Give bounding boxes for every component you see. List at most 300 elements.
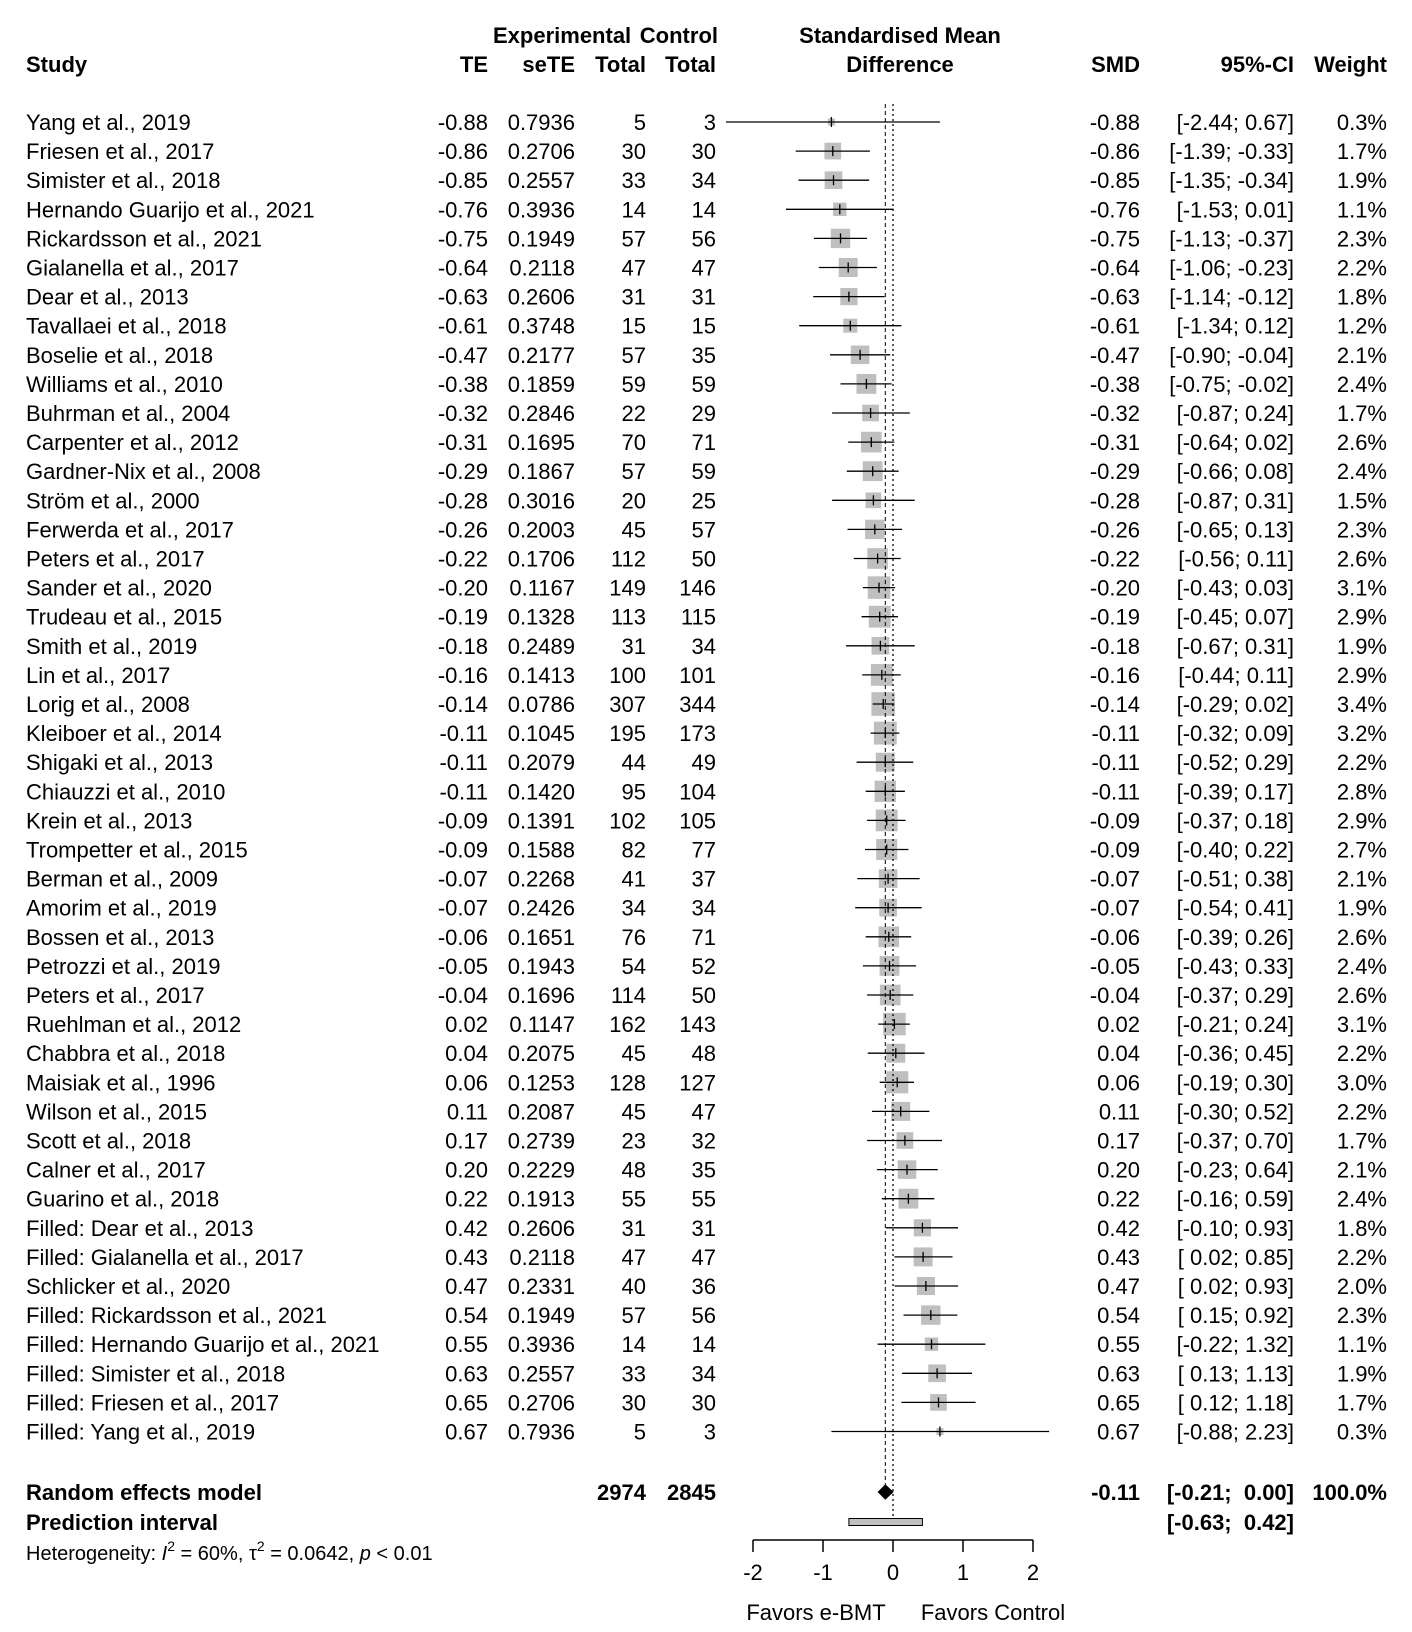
weight-value: 2.6% (1336, 924, 1387, 950)
sete-value: 0.1413 (507, 662, 575, 688)
ctrl-total-value: 29 (691, 401, 716, 426)
smd-value: 0.55 (1097, 1332, 1140, 1358)
sete-value: 0.0786 (507, 692, 575, 717)
ctrl-total-value: 52 (691, 953, 716, 979)
header-exp-total: Total (595, 52, 646, 77)
sete-value: 0.3936 (507, 1332, 575, 1358)
weight-value: 2.1% (1336, 342, 1387, 368)
ci-value: [-0.75; -0.02] (1169, 371, 1294, 397)
ci-value: [-0.52; 0.29] (1176, 750, 1294, 776)
study-name: Lorig et al., 2008 (26, 692, 190, 717)
te-value: 0.04 (445, 1041, 488, 1067)
te-value: 0.55 (445, 1332, 488, 1358)
smd-value: -0.26 (1089, 517, 1140, 543)
weight-value: 2.1% (1336, 1157, 1387, 1183)
te-value: -0.07 (437, 895, 488, 921)
exp-total-value: 54 (621, 953, 646, 979)
ci-value: [-0.39; 0.26] (1176, 924, 1294, 950)
study-name: Berman et al., 2009 (26, 866, 219, 892)
smd-value: -0.31 (1089, 430, 1140, 456)
smd-value: -0.85 (1089, 168, 1140, 194)
weight-value: 3.4% (1336, 692, 1387, 717)
exp-total-value: 149 (609, 575, 646, 601)
exp-total-value: 41 (621, 866, 646, 892)
weight-value: 2.9% (1336, 604, 1387, 630)
sete-value: 0.2003 (507, 517, 575, 543)
smd-value: -0.86 (1089, 139, 1140, 165)
smd-value: 0.11 (1098, 1099, 1140, 1125)
weight-value: 2.2% (1336, 1099, 1387, 1125)
header-study: Study (26, 52, 88, 77)
weight-value: 2.9% (1336, 662, 1387, 688)
sete-value: 0.1147 (509, 1012, 575, 1038)
ctrl-total-value: 14 (691, 1332, 716, 1358)
smd-value: 0.65 (1097, 1390, 1140, 1416)
ctrl-total-value: 31 (691, 284, 716, 310)
header-experimental: Experimental (493, 23, 632, 48)
summary-smd: -0.11 (1091, 1480, 1140, 1505)
ci-value: [-0.36; 0.45] (1176, 1041, 1294, 1067)
ci-value: [-0.22; 1.32] (1176, 1332, 1294, 1358)
p-symbol: p (359, 1543, 371, 1565)
ci-value: [-0.56; 0.11] (1178, 546, 1294, 572)
smd-value: -0.06 (1089, 924, 1140, 950)
te-value: 0.65 (445, 1390, 488, 1416)
te-value: -0.75 (437, 226, 488, 252)
ci-value: [-0.10; 0.93] (1176, 1215, 1294, 1241)
summary-exp-total: 2974 (597, 1480, 646, 1505)
weight-value: 2.4% (1336, 371, 1387, 397)
study-name: Rickardsson et al., 2021 (26, 226, 263, 252)
ci-value: [-0.37; 0.70] (1176, 1128, 1294, 1154)
ctrl-total-value: 77 (691, 837, 716, 863)
smd-value: -0.29 (1089, 459, 1140, 485)
study-name: Filled: Dear et al., 2013 (26, 1215, 254, 1241)
weight-value: 1.8% (1336, 284, 1387, 310)
ctrl-total-value: 34 (691, 895, 716, 921)
exp-total-value: 23 (621, 1128, 646, 1154)
smd-value: -0.61 (1089, 313, 1140, 339)
ci-value: [ 0.12; 1.18] (1177, 1390, 1294, 1416)
ci-value: [-0.30; 0.52] (1176, 1099, 1294, 1125)
weight-value: 2.3% (1336, 517, 1387, 543)
ci-value: [-1.06; -0.23] (1169, 255, 1294, 281)
ctrl-total-value: 56 (691, 1303, 716, 1329)
exp-total-value: 30 (621, 1390, 646, 1416)
weight-value: 2.2% (1336, 255, 1387, 281)
te-value: -0.28 (437, 488, 488, 514)
exp-total-value: 113 (610, 604, 646, 630)
te-value: -0.11 (439, 779, 488, 805)
smd-value: -0.88 (1089, 110, 1140, 135)
heterogeneity-prefix: Heterogeneity: (26, 1543, 162, 1565)
ci-value: [-0.87; 0.24] (1176, 401, 1294, 426)
study-name: Buhrman et al., 2004 (26, 401, 231, 426)
smd-value: 0.42 (1097, 1215, 1140, 1241)
smd-value: -0.76 (1089, 197, 1140, 223)
ci-value: [ 0.15; 0.92] (1177, 1303, 1294, 1329)
weight-value: 2.4% (1336, 953, 1387, 979)
ci-value: [-1.35; -0.34] (1169, 168, 1294, 194)
smd-value: -0.09 (1089, 808, 1140, 834)
ci-value: [-1.39; -0.33] (1169, 139, 1294, 165)
prediction-ci: [-0.63; 0.42] (1166, 1510, 1294, 1535)
exp-total-value: 59 (621, 371, 646, 397)
exp-total-value: 34 (621, 895, 646, 921)
weight-value: 2.4% (1336, 459, 1387, 485)
te-value: -0.86 (437, 139, 488, 165)
ctrl-total-value: 36 (691, 1274, 716, 1299)
ctrl-total-value: 3 (703, 110, 716, 135)
summary-label: Random effects model (26, 1480, 262, 1505)
weight-value: 1.9% (1336, 168, 1387, 194)
ctrl-total-value: 71 (691, 430, 716, 456)
tau-symbol: τ (248, 1543, 257, 1565)
exp-total-value: 31 (621, 633, 646, 659)
ctrl-total-value: 59 (691, 459, 716, 485)
te-value: 0.63 (445, 1361, 488, 1387)
study-name: Ferwerda et al., 2017 (26, 517, 234, 543)
x-axis (743, 1540, 1065, 1625)
study-name: Guarino et al., 2018 (26, 1186, 220, 1212)
study-name: Kleiboer et al., 2014 (26, 721, 222, 747)
weight-value: 3.1% (1336, 575, 1387, 601)
ctrl-total-value: 48 (691, 1041, 716, 1067)
sete-value: 0.1859 (507, 371, 575, 397)
sete-value: 0.2706 (507, 1390, 575, 1416)
exp-total-value: 112 (610, 546, 646, 572)
header-control: Control (639, 23, 718, 48)
ci-value: [-1.13; -0.37] (1169, 226, 1294, 252)
smd-value: -0.16 (1089, 662, 1140, 688)
ctrl-total-value: 37 (691, 866, 716, 892)
ci-value: [-0.29; 0.02] (1176, 692, 1294, 717)
prediction-interval-bar (849, 1519, 923, 1526)
te-value: -0.05 (437, 953, 488, 979)
sete-value: 0.2087 (507, 1099, 575, 1125)
exp-total-value: 22 (621, 401, 646, 426)
study-name: Maisiak et al., 1996 (26, 1070, 216, 1096)
exp-total-value: 57 (621, 459, 646, 485)
study-name: Shigaki et al., 2013 (26, 750, 214, 776)
smd-value: -0.18 (1089, 633, 1140, 659)
sete-value: 0.2079 (507, 750, 575, 776)
sete-value: 0.2557 (507, 1361, 575, 1387)
ci-value: [-0.43; 0.03] (1176, 575, 1294, 601)
ctrl-total-value: 3 (703, 1419, 716, 1445)
sete-value: 0.1045 (507, 721, 575, 747)
study-name: Dear et al., 2013 (26, 284, 189, 310)
ctrl-total-value: 56 (691, 226, 716, 252)
exp-total-value: 31 (621, 1215, 646, 1241)
exp-total-value: 55 (621, 1186, 646, 1212)
sete-value: 0.3936 (507, 197, 575, 223)
ctrl-total-value: 104 (679, 779, 716, 805)
weight-value: 2.0% (1336, 1274, 1387, 1299)
study-name: Filled: Hernando Guarijo et al., 2021 (26, 1332, 380, 1358)
te-value: -0.19 (437, 604, 488, 630)
sete-value: 0.1913 (507, 1186, 575, 1212)
x-tick-label: 0 (886, 1560, 900, 1585)
ci-value: [-0.44; 0.11] (1178, 662, 1294, 688)
sete-value: 0.7936 (507, 1419, 575, 1445)
smd-value: -0.19 (1089, 604, 1140, 630)
study-name: Peters et al., 2017 (26, 546, 205, 572)
sete-value: 0.1253 (507, 1070, 575, 1096)
i2-value: = 60%, (175, 1543, 249, 1565)
sete-value: 0.2706 (507, 139, 575, 165)
ci-value: [-0.37; 0.29] (1176, 983, 1294, 1008)
te-value: -0.26 (437, 517, 488, 543)
ci-value: [ 0.02; 0.85] (1177, 1244, 1294, 1270)
ctrl-total-value: 34 (691, 168, 716, 194)
weight-value: 3.1% (1336, 1012, 1387, 1038)
te-value: 0.42 (445, 1215, 488, 1241)
smd-value: -0.11 (1091, 750, 1140, 776)
te-value: 0.47 (445, 1274, 488, 1299)
te-value: -0.31 (437, 430, 488, 456)
te-value: -0.14 (437, 692, 488, 717)
smd-value: -0.09 (1089, 837, 1140, 863)
weight-value: 1.2% (1336, 313, 1387, 339)
ci-value: [-0.32; 0.09] (1176, 721, 1294, 747)
ci-value: [-0.90; -0.04] (1169, 342, 1294, 368)
ci-value: [-0.21; 0.24] (1176, 1012, 1294, 1038)
exp-total-value: 47 (621, 1244, 646, 1270)
tau-superscript: 2 (256, 1538, 265, 1554)
study-name: Krein et al., 2013 (26, 808, 193, 834)
ci-value: [-0.87; 0.31] (1176, 488, 1294, 514)
exp-total-value: 45 (621, 1041, 646, 1067)
te-value: -0.32 (437, 401, 488, 426)
te-value: 0.22 (445, 1186, 488, 1212)
exp-total-value: 40 (621, 1274, 646, 1299)
weight-value: 1.7% (1336, 1128, 1387, 1154)
sete-value: 0.2606 (507, 1215, 575, 1241)
x-tick-label: 2 (1026, 1560, 1040, 1585)
x-axis-label-right: Favors Control (920, 1600, 1066, 1625)
smd-value: 0.54 (1097, 1303, 1140, 1329)
ci-value: [ 0.13; 1.13] (1177, 1361, 1294, 1387)
column-headers (26, 23, 1388, 77)
te-value: -0.06 (437, 924, 488, 950)
exp-total-value: 57 (621, 226, 646, 252)
ctrl-total-value: 146 (679, 575, 716, 601)
sete-value: 0.2846 (507, 401, 575, 426)
te-value: 0.02 (445, 1012, 488, 1038)
sete-value: 0.2118 (509, 255, 575, 281)
ci-value: [-0.37; 0.18] (1176, 808, 1294, 834)
prediction-label: Prediction interval (26, 1510, 218, 1535)
ctrl-total-value: 59 (691, 371, 716, 397)
weight-value: 1.1% (1336, 197, 1387, 223)
smd-value: -0.38 (1089, 371, 1140, 397)
summary-diamond (878, 1485, 893, 1499)
header-ctrl-total: Total (665, 52, 716, 77)
sete-value: 0.1943 (507, 953, 575, 979)
te-value: -0.09 (437, 808, 488, 834)
weight-value: 2.9% (1336, 808, 1387, 834)
sete-value: 0.1867 (507, 459, 575, 485)
ci-value: [-2.44; 0.67] (1176, 110, 1294, 135)
ci-value: [-0.51; 0.38] (1176, 866, 1294, 892)
sete-value: 0.2075 (507, 1041, 575, 1067)
x-tick-label: 1 (956, 1560, 970, 1585)
ctrl-total-value: 47 (691, 255, 716, 281)
weight-value: 2.8% (1336, 779, 1387, 805)
ci-value: [-0.64; 0.02] (1176, 430, 1294, 456)
ctrl-total-value: 35 (691, 1157, 716, 1183)
sete-value: 0.2426 (507, 895, 575, 921)
te-value: 0.67 (445, 1419, 488, 1445)
te-value: -0.61 (437, 313, 488, 339)
exp-total-value: 33 (621, 1361, 646, 1387)
ctrl-total-value: 32 (691, 1128, 716, 1154)
summary-weight: 100.0% (1312, 1480, 1387, 1505)
te-value: -0.88 (437, 110, 488, 135)
smd-value: -0.14 (1089, 692, 1140, 717)
smd-value: -0.07 (1089, 866, 1140, 892)
tau-value: = 0.0642, (264, 1543, 360, 1565)
study-name: Chabbra et al., 2018 (26, 1041, 226, 1067)
header-plot-title-line2: Difference (846, 52, 954, 77)
te-value: 0.20 (445, 1157, 488, 1183)
sete-value: 0.1651 (507, 924, 575, 950)
ci-value: [-0.67; 0.31] (1176, 633, 1294, 659)
weight-value: 0.3% (1336, 110, 1387, 135)
ctrl-total-value: 55 (691, 1186, 716, 1212)
exp-total-value: 14 (621, 1332, 646, 1358)
weight-value: 2.6% (1336, 546, 1387, 572)
exp-total-value: 76 (621, 924, 646, 950)
ctrl-total-value: 115 (680, 604, 716, 630)
te-value: -0.85 (437, 168, 488, 194)
smd-value: -0.63 (1089, 284, 1140, 310)
smd-value: -0.75 (1089, 226, 1140, 252)
sete-value: 0.1328 (507, 604, 575, 630)
ctrl-total-value: 34 (691, 1361, 716, 1387)
ci-value: [-1.34; 0.12] (1176, 313, 1294, 339)
summary-ci: [-0.21; 0.00] (1166, 1480, 1294, 1505)
exp-total-value: 31 (621, 284, 646, 310)
te-value: 0.11 (446, 1099, 488, 1125)
study-name: Friesen et al., 2017 (26, 139, 215, 165)
header-weight: Weight (1314, 52, 1387, 77)
smd-value: 0.22 (1097, 1186, 1140, 1212)
smd-value: 0.04 (1097, 1041, 1140, 1067)
exp-total-value: 102 (609, 808, 646, 834)
summary-ctrl-total: 2845 (667, 1480, 716, 1505)
weight-value: 2.4% (1336, 1186, 1387, 1212)
smd-value: 0.47 (1097, 1274, 1140, 1299)
exp-total-value: 45 (621, 517, 646, 543)
smd-value: 0.20 (1097, 1157, 1140, 1183)
study-name: Filled: Friesen et al., 2017 (26, 1390, 280, 1416)
smd-value: 0.43 (1097, 1244, 1140, 1270)
ctrl-total-value: 47 (691, 1099, 716, 1125)
exp-total-value: 57 (621, 1303, 646, 1329)
te-value: -0.04 (437, 983, 488, 1008)
ctrl-total-value: 105 (679, 808, 716, 834)
ctrl-total-value: 25 (691, 488, 716, 514)
ctrl-total-value: 143 (679, 1012, 716, 1038)
exp-total-value: 45 (621, 1099, 646, 1125)
sete-value: 0.1391 (507, 808, 575, 834)
study-name: Yang et al., 2019 (26, 110, 191, 135)
weight-value: 1.1% (1336, 1332, 1387, 1358)
sete-value: 0.2489 (507, 633, 575, 659)
smd-value: -0.11 (1091, 721, 1140, 747)
weight-value: 2.3% (1336, 1303, 1387, 1329)
ctrl-total-value: 127 (679, 1070, 716, 1096)
study-name: Simister et al., 2018 (26, 168, 221, 194)
sete-value: 0.1949 (507, 1303, 575, 1329)
exp-total-value: 82 (621, 837, 646, 863)
exp-total-value: 162 (609, 1012, 646, 1038)
exp-total-value: 114 (610, 983, 646, 1008)
te-value: -0.47 (437, 342, 488, 368)
exp-total-value: 5 (633, 110, 646, 135)
study-name: Hernando Guarijo et al., 2021 (26, 197, 315, 223)
study-name: Gardner-Nix et al., 2008 (26, 459, 261, 485)
ctrl-total-value: 173 (679, 721, 716, 747)
study-name: Filled: Yang et al., 2019 (26, 1419, 256, 1445)
exp-total-value: 5 (633, 1419, 646, 1445)
smd-value: 0.63 (1097, 1361, 1140, 1387)
sete-value: 0.2229 (507, 1157, 575, 1183)
sete-value: 0.1420 (507, 779, 575, 805)
ctrl-total-value: 57 (691, 517, 716, 543)
smd-value: 0.67 (1097, 1419, 1140, 1445)
study-name: Filled: Gialanella et al., 2017 (26, 1244, 304, 1270)
study-name: Calner et al., 2017 (26, 1157, 206, 1183)
ci-value: [-0.43; 0.33] (1176, 953, 1294, 979)
weight-value: 1.7% (1336, 139, 1387, 165)
sete-value: 0.1167 (509, 575, 575, 601)
header-ci: 95%-CI (1220, 52, 1294, 77)
study-name: Williams et al., 2010 (26, 371, 223, 397)
weight-value: 3.0% (1336, 1070, 1387, 1096)
weight-value: 2.2% (1336, 750, 1387, 776)
weight-value: 1.7% (1336, 401, 1387, 426)
ci-value: [-0.45; 0.07] (1176, 604, 1294, 630)
study-name: Smith et al., 2019 (26, 633, 198, 659)
ci-value: [-0.23; 0.64] (1176, 1157, 1294, 1183)
weight-value: 2.1% (1336, 866, 1387, 892)
te-value: -0.38 (437, 371, 488, 397)
ci-value: [-0.40; 0.22] (1176, 837, 1294, 863)
ctrl-total-value: 50 (691, 983, 716, 1008)
sete-value: 0.3748 (507, 313, 575, 339)
exp-total-value: 307 (609, 692, 646, 717)
summary-rows (26, 1480, 1387, 1565)
exp-total-value: 30 (621, 139, 646, 165)
ci-value: [-0.19; 0.30] (1176, 1070, 1294, 1096)
exp-total-value: 47 (621, 255, 646, 281)
sete-value: 0.1588 (507, 837, 575, 863)
exp-total-value: 33 (621, 168, 646, 194)
ctrl-total-value: 15 (691, 313, 716, 339)
exp-total-value: 195 (609, 721, 646, 747)
smd-value: -0.11 (1091, 779, 1140, 805)
ci-value: [-1.53; 0.01] (1176, 197, 1294, 223)
exp-total-value: 70 (621, 430, 646, 456)
weight-value: 1.9% (1336, 895, 1387, 921)
study-name: Bossen et al., 2013 (26, 924, 215, 950)
weight-value: 2.3% (1336, 226, 1387, 252)
ctrl-total-value: 35 (691, 342, 716, 368)
ctrl-total-value: 34 (691, 633, 716, 659)
